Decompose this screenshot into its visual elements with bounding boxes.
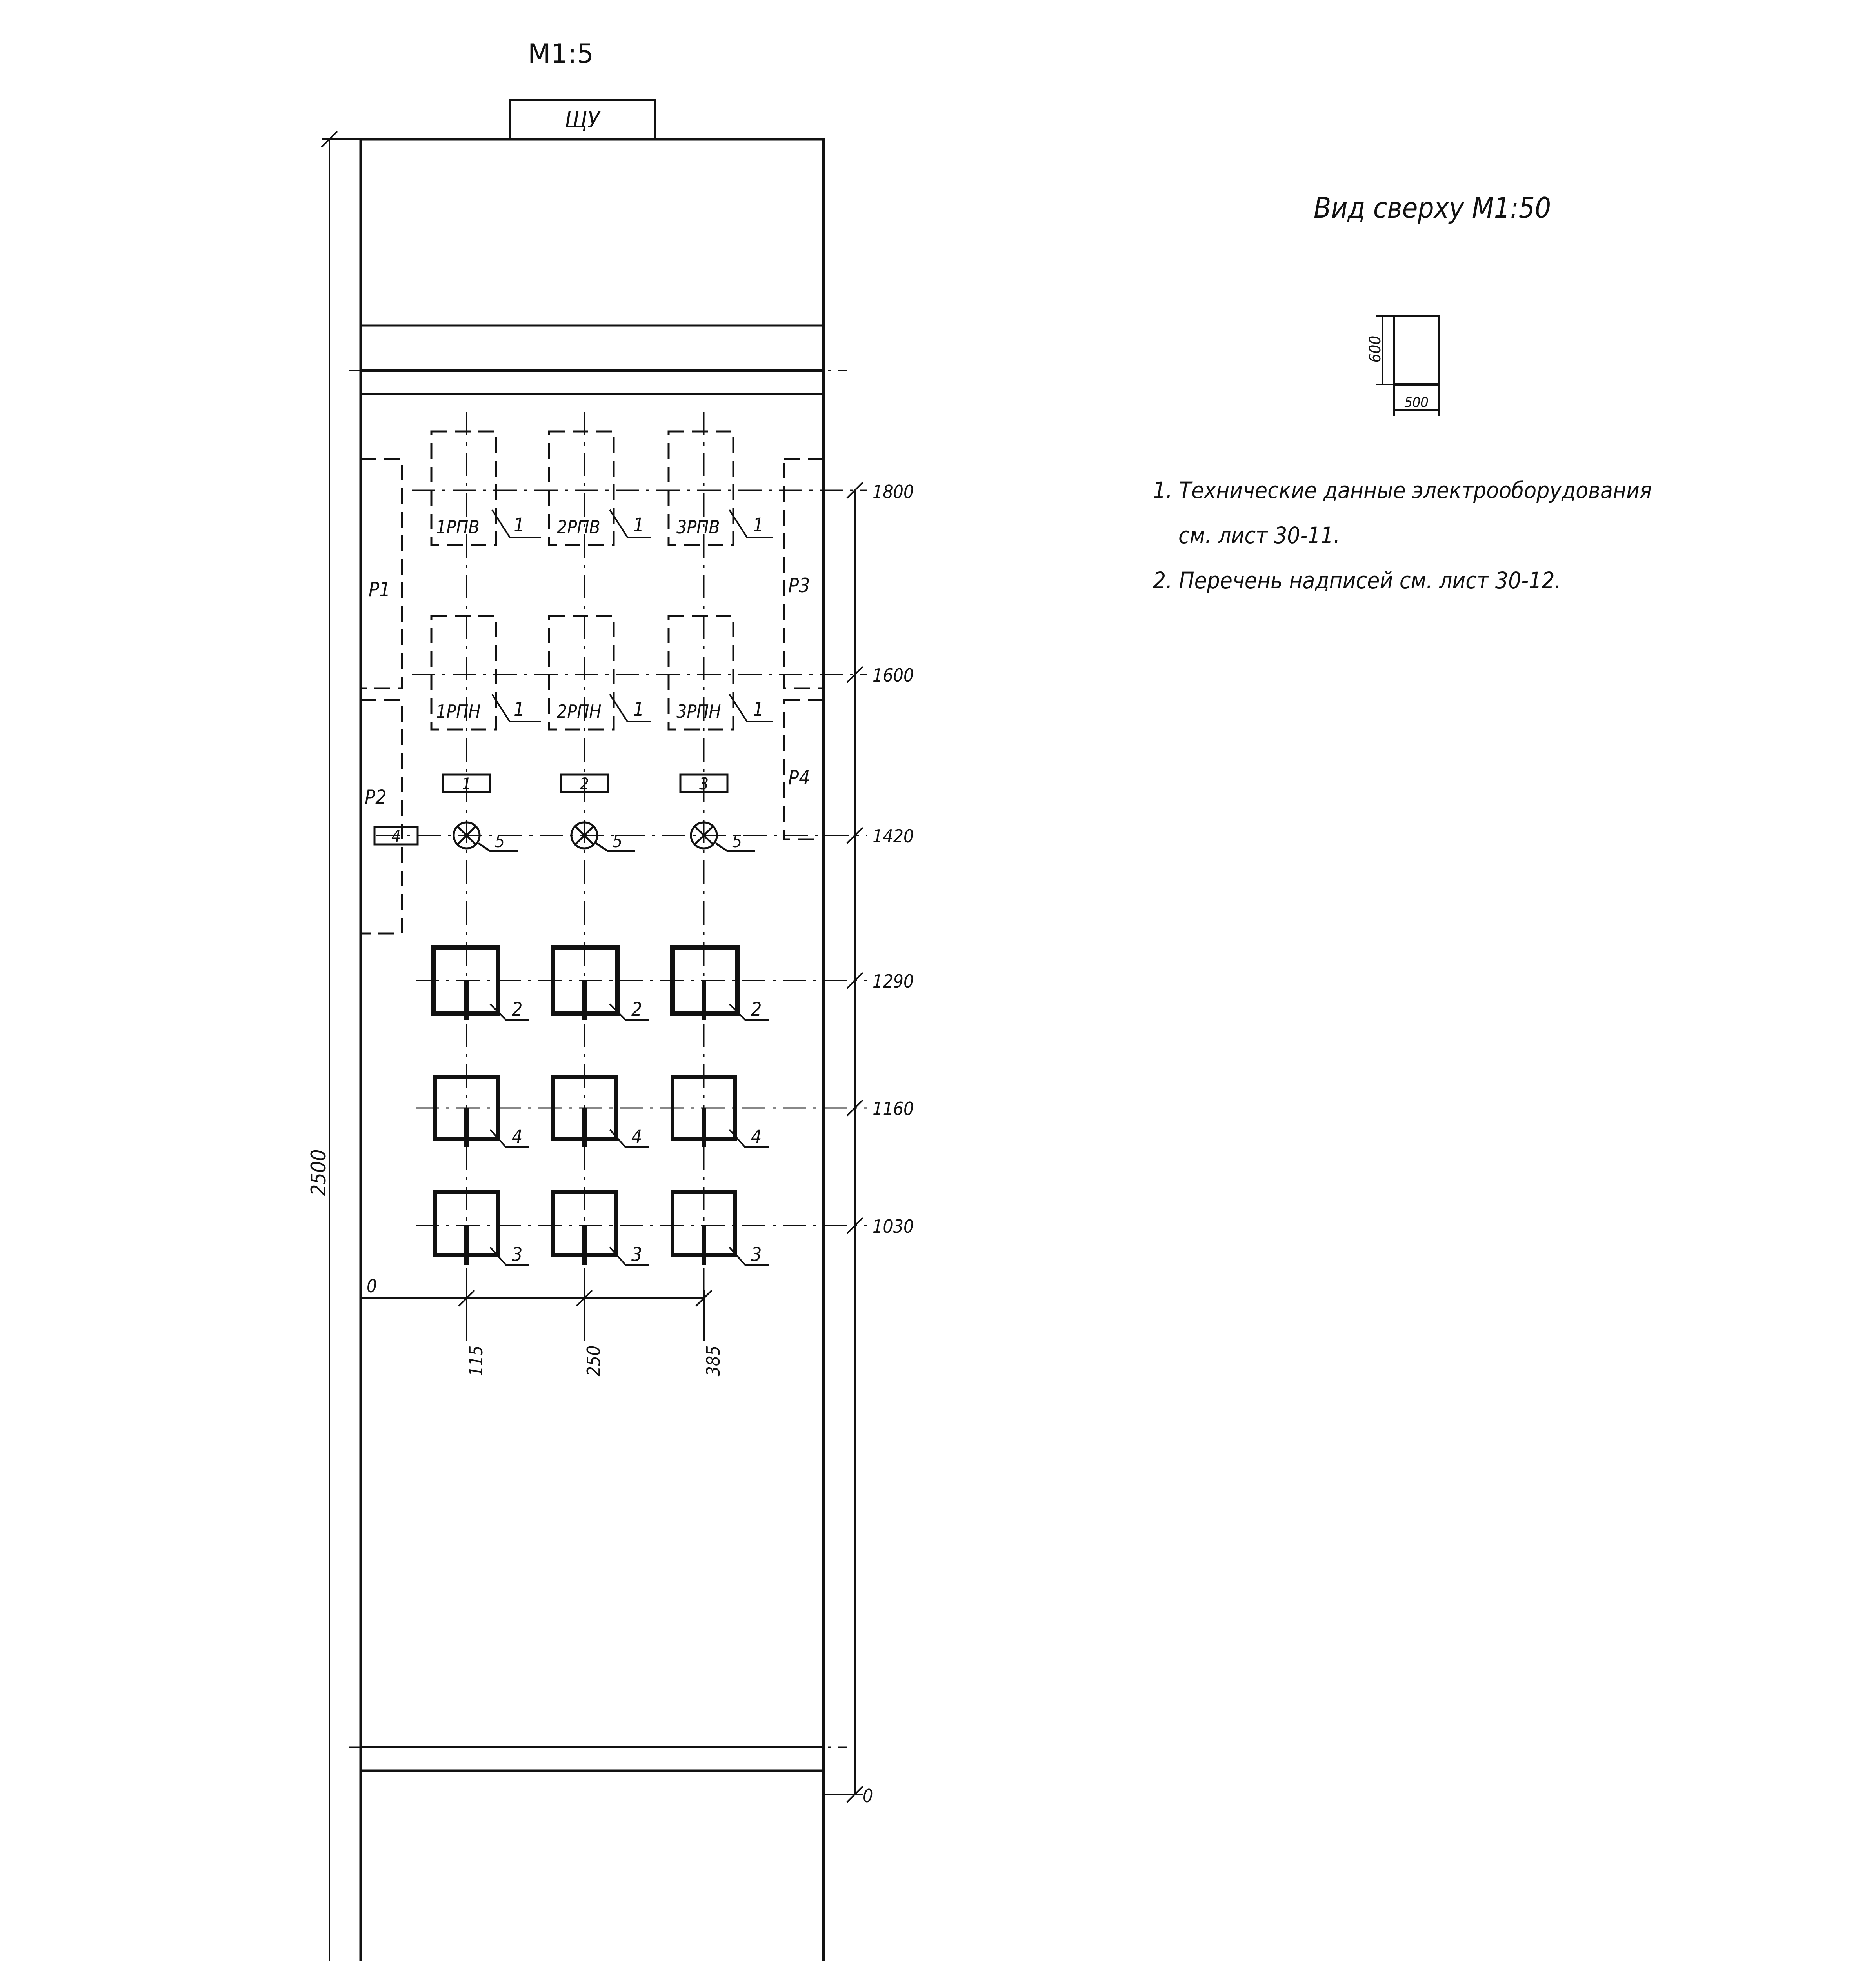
callout-starter: 1	[514, 699, 525, 720]
top-view-outline	[1394, 316, 1439, 384]
relay-p1: Р1	[369, 578, 391, 601]
cabinet-outline	[361, 139, 823, 1961]
note-1: 1. Технические данные электрооборудования	[1153, 477, 1652, 504]
callout-row1: 2	[751, 999, 762, 1021]
callout-row3: 3	[631, 1244, 642, 1266]
level-1290: 1290	[873, 971, 914, 992]
horizontal-dimension	[361, 1290, 712, 1341]
top-view-depth: 600	[1366, 335, 1384, 363]
level-1030: 1030	[873, 1216, 914, 1237]
relay-p2: Р2	[365, 786, 387, 809]
note-1-cont: см. лист 30-11.	[1178, 522, 1340, 549]
callout-starter: 1	[633, 514, 644, 536]
hdim-250: 250	[583, 1345, 604, 1377]
callout-row3: 3	[512, 1244, 523, 1266]
height-dimension	[322, 131, 361, 1961]
relay-p4: Р4	[788, 766, 810, 789]
level-1600: 1600	[873, 665, 914, 686]
starter-1rpn: 1РПН	[436, 701, 481, 722]
tag-4: 4	[391, 826, 401, 846]
notes	[1153, 477, 1652, 594]
tag-1: 1	[462, 774, 472, 793]
callout-starter: 1	[514, 514, 525, 536]
relay-p3: Р3	[788, 574, 810, 597]
note-2: 2. Перечень надписей см. лист 30-12.	[1153, 567, 1562, 594]
scale-label: М1:5	[527, 38, 594, 69]
callout-starter: 1	[753, 514, 764, 536]
starter-1rpv: 1РПВ	[436, 517, 480, 538]
callout-starter: 1	[633, 699, 644, 720]
starter-2rpv: 2РПВ	[557, 517, 600, 538]
callout-row1: 2	[512, 999, 523, 1021]
starter-2rpn: 2РПН	[557, 701, 602, 722]
hdim-385: 385	[703, 1345, 724, 1377]
level-dims	[863, 481, 914, 1806]
tag-2: 2	[579, 774, 589, 793]
callout-row2: 4	[631, 1126, 642, 1148]
right-dimension-chain	[823, 482, 863, 1802]
top-view-width: 500	[1404, 395, 1429, 411]
callout-row2: 4	[512, 1126, 523, 1148]
level-1160: 1160	[873, 1098, 914, 1119]
hdim-115: 115	[465, 1345, 487, 1377]
device-handles	[467, 980, 704, 1265]
callout-starter: 1	[753, 699, 764, 720]
callout-lamp: 5	[495, 831, 505, 851]
starter-labels	[436, 517, 721, 722]
callout-lamp: 5	[732, 831, 742, 851]
callout-row1: 2	[631, 999, 642, 1021]
level-1420: 1420	[873, 826, 914, 847]
tag-3: 3	[699, 774, 709, 793]
callout-row3: 3	[751, 1244, 762, 1266]
callout-lamp: 5	[613, 831, 623, 851]
front-view	[307, 38, 914, 1961]
starter-outlines	[431, 431, 733, 729]
starter-3rpn: 3РПН	[676, 701, 721, 722]
level-0: 0	[863, 1785, 873, 1806]
hdim-0: 0	[367, 1275, 377, 1297]
starter-3rpv: 3РПВ	[676, 517, 720, 538]
level-1800: 1800	[873, 481, 914, 502]
top-view-title: Вид сверху М1:50	[1314, 191, 1551, 224]
height-dim: 2500	[307, 1149, 331, 1196]
cabinet-label: ЩУ	[565, 106, 600, 133]
tag-plates	[374, 775, 727, 844]
callout-row2: 4	[751, 1126, 762, 1148]
top-view	[1314, 191, 1551, 416]
